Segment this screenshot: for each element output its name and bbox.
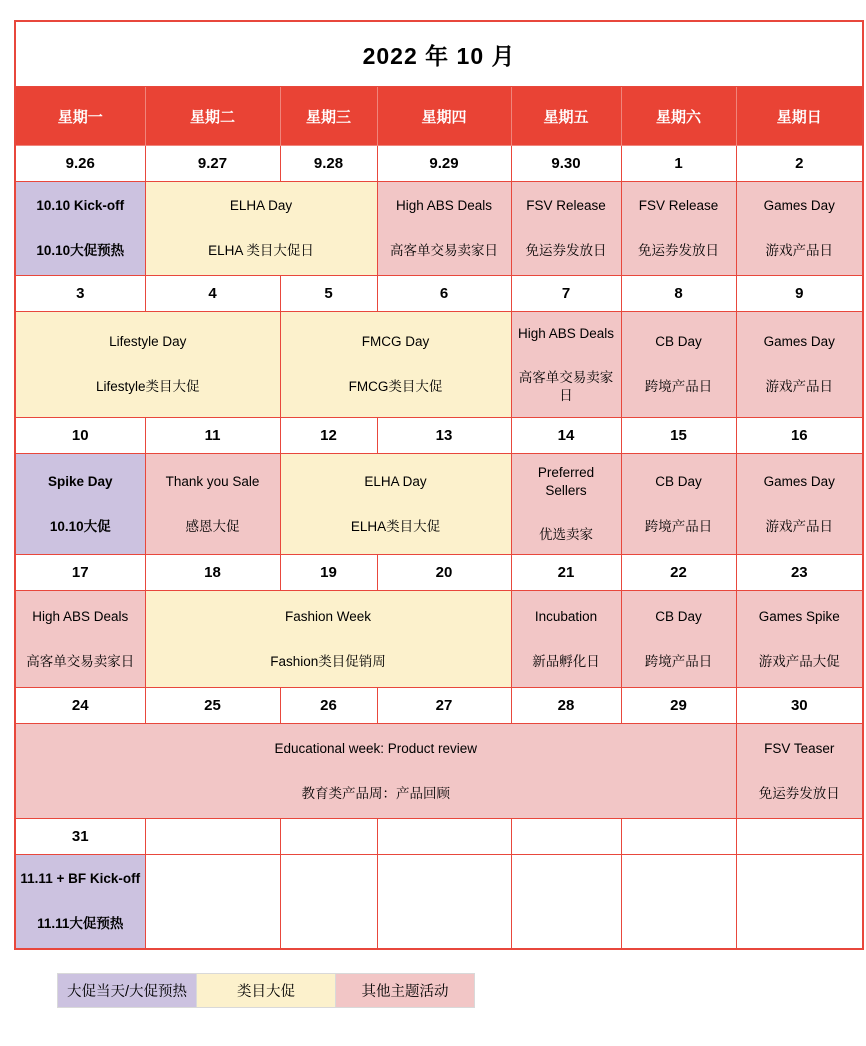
event-title-zh: 感恩大促 <box>185 518 240 534</box>
event-row <box>15 312 863 418</box>
weekday-cell: 星期三 <box>280 87 377 146</box>
event-title-en: ELHA Day <box>364 473 427 489</box>
date-cell: 14 <box>511 418 621 454</box>
date-cell: 12 <box>280 418 377 454</box>
event-title-zh: 免运券发放日 <box>638 243 719 258</box>
weekday-cell: 星期日 <box>736 87 863 146</box>
event-title-zh: 高客单交易卖家日 <box>26 653 135 669</box>
event-row <box>15 182 863 276</box>
event-title-zh: 高客单交易卖家日 <box>390 243 498 258</box>
event-title-zh: 跨境产品日 <box>644 518 713 534</box>
event-cell <box>280 312 511 418</box>
date-row <box>15 276 863 312</box>
event-cell <box>511 591 621 688</box>
event-title-zh: 免运券发放日 <box>525 243 607 258</box>
date-cell: 10 <box>15 418 145 454</box>
calendar-title: 2022 年 10 月 <box>15 21 863 87</box>
event-title-en: Incubation <box>534 608 598 624</box>
event-title-en: Fashion Week <box>284 608 372 624</box>
weekday-cell: 星期二 <box>145 87 280 146</box>
date-cell: 24 <box>15 688 145 724</box>
event-row <box>15 454 863 555</box>
date-cell: 30 <box>736 688 863 724</box>
event-title-en: CB Day <box>655 334 702 350</box>
date-cell: 3 <box>15 276 145 312</box>
event-cell <box>15 312 280 418</box>
event-title-en: FSV Teaser <box>764 740 835 756</box>
date-cell: 9.28 <box>280 146 377 182</box>
event-title-zh: 教育类产品周：产品回顾 <box>301 785 450 801</box>
event-cell <box>15 454 145 555</box>
date-cell: 15 <box>621 418 736 454</box>
event-title-zh: 游戏产品日 <box>765 243 834 258</box>
event-cell <box>736 182 863 276</box>
event-cell <box>145 454 280 555</box>
event-title-zh: 优选卖家 <box>539 527 593 543</box>
empty-cell <box>736 855 863 949</box>
event-title-zh: 11.11大促预热 <box>37 915 124 931</box>
event-title-en: Games Day <box>763 334 835 350</box>
event-title-en: FSV Release <box>638 198 719 214</box>
date-row <box>15 688 863 724</box>
empty-cell <box>145 855 280 949</box>
event-title-zh: ELHA 类目大促日 <box>208 243 314 258</box>
legend <box>57 973 475 1008</box>
date-cell <box>511 819 621 855</box>
date-cell: 9 <box>736 276 863 312</box>
legend-item-promo: 大促当天/大促预热 <box>58 974 197 1007</box>
weekday-header-row <box>15 87 863 146</box>
empty-cell <box>280 855 377 949</box>
event-row <box>15 724 863 819</box>
event-title-zh: 高客单交易卖家日 <box>518 370 614 403</box>
legend-item-category: 类目大促 <box>197 974 336 1007</box>
event-cell <box>511 182 621 276</box>
event-cell <box>145 182 377 276</box>
event-title-en: Games Day <box>763 198 835 214</box>
legend-item-theme: 其他主题活动 <box>336 974 474 1007</box>
event-title-zh: 跨境产品日 <box>644 379 713 394</box>
event-title-en: FMCG Day <box>361 334 430 350</box>
event-title-zh: 游戏产品日 <box>765 518 834 534</box>
weekday-cell: 星期一 <box>15 87 145 146</box>
event-title-zh: ELHA类目大促 <box>350 518 441 534</box>
date-cell: 16 <box>736 418 863 454</box>
event-title-zh: 跨境产品日 <box>644 653 713 669</box>
calendar-table <box>14 20 864 950</box>
date-cell: 9.30 <box>511 146 621 182</box>
date-cell: 19 <box>280 555 377 591</box>
date-cell: 7 <box>511 276 621 312</box>
date-cell: 29 <box>621 688 736 724</box>
event-title-en: 11.11 + BF Kick-off <box>20 871 141 887</box>
event-cell <box>621 591 736 688</box>
event-cell <box>511 454 621 555</box>
event-title-en: Games Spike <box>758 608 840 624</box>
event-cell <box>736 724 863 819</box>
date-cell: 4 <box>145 276 280 312</box>
date-cell <box>377 819 511 855</box>
date-cell: 21 <box>511 555 621 591</box>
date-cell: 9.27 <box>145 146 280 182</box>
event-title-en: Preferred Sellers <box>537 465 595 498</box>
event-cell <box>15 724 736 819</box>
event-cell <box>736 591 863 688</box>
event-title-en: CB Day <box>655 608 702 624</box>
event-title-zh: 游戏产品大促 <box>758 653 840 669</box>
event-cell <box>621 182 736 276</box>
event-title-zh: 10.10大促预热 <box>36 243 125 258</box>
date-cell: 2 <box>736 146 863 182</box>
date-cell: 8 <box>621 276 736 312</box>
event-title-en: High ABS Deals <box>517 325 615 341</box>
date-cell: 9.29 <box>377 146 511 182</box>
weekday-cell: 星期六 <box>621 87 736 146</box>
date-cell: 31 <box>15 819 145 855</box>
date-cell: 20 <box>377 555 511 591</box>
date-cell <box>621 819 736 855</box>
event-title-zh: 10.10大促 <box>49 518 111 534</box>
event-cell <box>511 312 621 418</box>
calendar-page <box>14 20 864 950</box>
event-title-zh: 免运券发放日 <box>758 785 840 801</box>
date-cell: 25 <box>145 688 280 724</box>
event-cell <box>15 591 145 688</box>
date-cell: 28 <box>511 688 621 724</box>
event-title-en: High ABS Deals <box>32 608 129 624</box>
event-cell <box>621 312 736 418</box>
empty-cell <box>621 855 736 949</box>
empty-cell <box>377 855 511 949</box>
weekday-cell: 星期四 <box>377 87 511 146</box>
date-row <box>15 146 863 182</box>
event-title-en: Lifestyle Day <box>109 334 187 350</box>
event-cell <box>377 182 511 276</box>
date-cell: 9.26 <box>15 146 145 182</box>
event-title-zh: Fashion类目促销周 <box>270 653 386 669</box>
date-cell: 5 <box>280 276 377 312</box>
event-title-en: Thank you Sale <box>165 473 260 489</box>
date-cell <box>736 819 863 855</box>
event-title-zh: 游戏产品日 <box>765 379 834 394</box>
event-title-en: High ABS Deals <box>395 198 493 214</box>
event-title-zh: 新品孵化日 <box>532 653 600 669</box>
event-title-en: Educational week: Product review <box>274 740 478 756</box>
date-cell <box>280 819 377 855</box>
date-row <box>15 555 863 591</box>
date-cell: 17 <box>15 555 145 591</box>
date-cell: 27 <box>377 688 511 724</box>
date-cell: 1 <box>621 146 736 182</box>
date-cell: 18 <box>145 555 280 591</box>
date-cell: 23 <box>736 555 863 591</box>
event-title-en: CB Day <box>655 473 702 489</box>
event-cell <box>280 454 511 555</box>
event-cell <box>145 591 511 688</box>
date-cell: 13 <box>377 418 511 454</box>
date-cell <box>145 819 280 855</box>
event-row <box>15 855 863 949</box>
title-row <box>15 21 863 87</box>
date-row <box>15 418 863 454</box>
event-cell <box>736 454 863 555</box>
event-row <box>15 591 863 688</box>
empty-cell <box>511 855 621 949</box>
event-cell <box>15 182 145 276</box>
event-title-en: ELHA Day <box>229 198 293 214</box>
event-title-en: FSV Release <box>526 198 606 214</box>
event-title-en: Games Day <box>763 473 835 489</box>
date-cell: 22 <box>621 555 736 591</box>
event-title-en: Spike Day <box>47 473 113 489</box>
event-cell <box>736 312 863 418</box>
event-title-zh: Lifestyle类目大促 <box>95 379 200 394</box>
weekday-cell: 星期五 <box>511 87 621 146</box>
date-row <box>15 819 863 855</box>
date-cell: 11 <box>145 418 280 454</box>
date-cell: 6 <box>377 276 511 312</box>
event-title-zh: FMCG类目大促 <box>348 379 443 394</box>
date-cell: 26 <box>280 688 377 724</box>
event-title-en: 10.10 Kick-off <box>36 198 125 214</box>
event-cell <box>621 454 736 555</box>
event-cell <box>15 855 145 949</box>
